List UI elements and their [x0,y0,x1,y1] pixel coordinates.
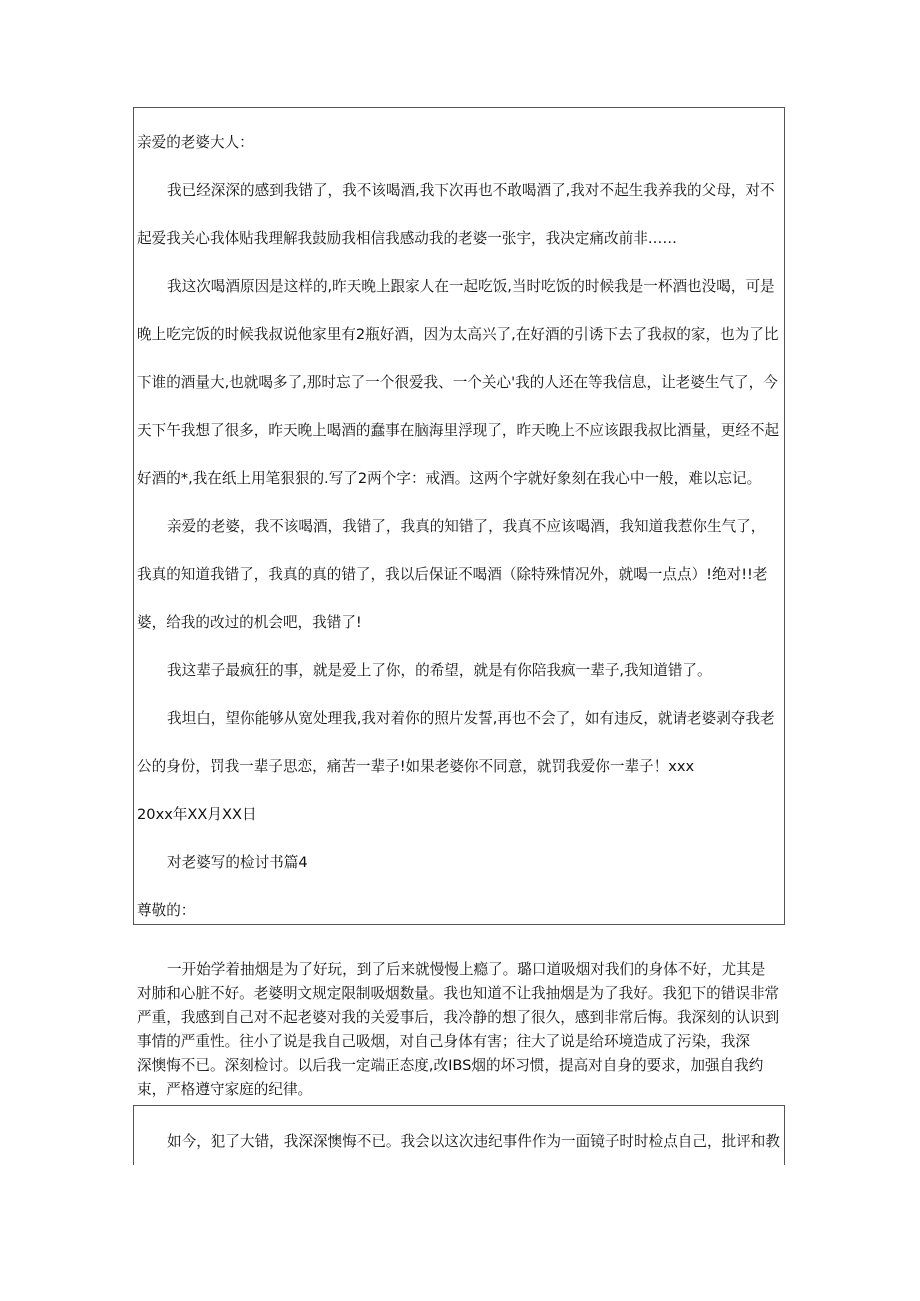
paragraph-line: 我真的知道我错了，我真的真的错了，我以后保证不喝酒（除特殊情况外，就喝一点点）!绝对!!老 [137,566,768,583]
paragraph-line: 事情的严重性。往小了说是我自己吸烟，对自己身体有害；往大了说是给环境造成了污染，我深 [137,1033,750,1050]
paragraph-line: 好酒的*,我在纸上用笔狠狠的.写了2两个字：戒酒。这两个字就好象刻在我心中一般，难以忘记。 [137,470,762,487]
paragraph-line: 天下午我想了很多，昨天晚上喝酒的蠢事在脑海里浮现了，昨天晚上不应该跟我叔比酒量，更经不起 [137,422,780,439]
paragraph-line: 我已经深深的感到我错了，我不该喝酒,我下次再也不敢喝酒了,我对不起生我养我的父母，对不 [167,182,775,199]
paragraph-line: 我坦白，望你能够从宽处理我,我对着你的照片发誓,再也不会了，如有违反，就请老婆剥夺我老 [167,710,775,727]
paragraph-line: 严重，我感到自己对不起老婆对我的关爱事后，我冷静的想了很久，感到非常后悔。我深刻的认识到 [137,1009,780,1026]
paragraph-line: 公的身份，罚我一辈子思恋，痛苦一辈子!如果老婆你不同意，就罚我爱你一辈子！xxx [137,758,695,775]
free-text-block [137,958,781,1102]
paragraph-line: 我这辈子最疯狂的事，就是爱上了你，的希望，就是有你陪我疯一辈子,我知道错了。 [167,662,712,679]
paragraph-line: 晚上吃完饭的时候我叔说他家里有2瓶好酒，因为太高兴了,在好酒的引诱下去了我叔的家，也为了比 [137,326,779,343]
section-title: 对老婆写的检讨书篇4 [167,854,308,871]
paragraph-line: 如今，犯了大错，我深深懊悔不已。我会以这次违纪事件作为一面镜子时时检点自己，批评和教 [167,1133,780,1150]
paragraph-line: 亲爱的老婆，我不该喝酒，我错了，我真的知错了，我真不应该喝酒，我知道我惹你生气了， [167,518,766,535]
letter-box-1 [133,107,785,925]
paragraph-line: 我这次喝酒原因是这样的,昨天晚上跟家人在一起吃饭,当时吃饭的时候我是一杯酒也没喝，可是 [167,278,775,295]
salutation: 尊敬的： [137,902,196,919]
letter-date: 20xx年XX月XX日 [137,806,257,823]
paragraph-line: 下谁的酒量大,也就喝多了,那时忘了一个很爱我、一个关心'我的人还在等我信息，让老婆生气了，今 [137,374,778,391]
paragraph-line: 一开始学着抽烟是为了好玩，到了后来就慢慢上瘾了。璐口道吸烟对我们的身体不好，尤其是 [167,961,766,978]
paragraph-line: 起爱我关心我体贴我理解我鼓励我相信我感动我的老婆一张宇，我决定痛改前非…… [137,230,677,247]
letter-box-2 [133,1105,785,1165]
paragraph-line: 深懊悔不已。深刻检讨。以后我一定端正态度,改IBS烟的坏习惯，提高对自身的要求，加强自我约 [137,1057,764,1074]
greeting: 亲爱的老婆大人： [137,134,254,151]
paragraph-line: 束，严格遵守家庭的纪律。 [137,1081,313,1098]
paragraph-line: 对肺和心脏不好。老婆明文规定限制吸烟数量。我也知道不让我抽烟是为了我好。我犯下的错误非常 [137,985,780,1002]
paragraph-line: 婆，给我的改过的机会吧，我错了! [137,614,362,631]
